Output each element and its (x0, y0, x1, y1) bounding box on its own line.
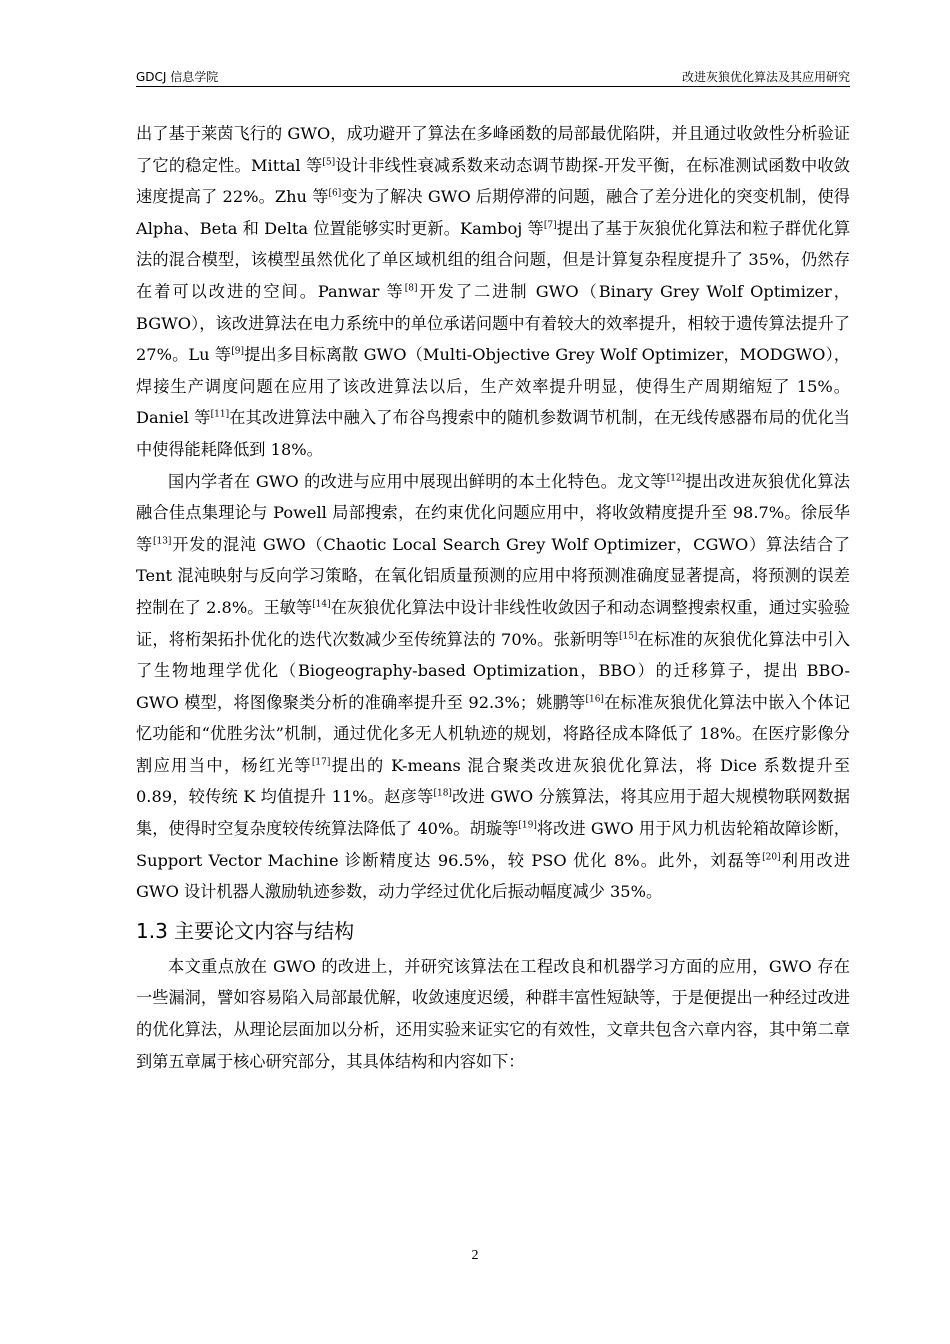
citation-ref: [12] (666, 473, 686, 484)
page-number: 2 (471, 1248, 479, 1263)
section-title: 主要论文内容与结构 (174, 918, 355, 943)
paragraph-thesis-structure: 本文重点放在 GWO 的改进上，并研究该算法在工程改良和机器学习方面的应用，GWO 存在一些漏洞，譬如容易陷入局部最优解，收敛速度迟缓，种群丰富性短缺等，于是便提出一种经过改进的优化算法，从理论层面加以分析，还用实验来证实它的有效性，文章共包含六章内容，其中第二章到第五章属于核心研究部分，其具体结构和内容如下： (136, 956, 850, 1071)
paragraph-domestic-research (136, 466, 850, 908)
citation-ref: [14] (312, 599, 331, 610)
citation-ref: [18] (433, 789, 452, 800)
running-header (136, 70, 850, 87)
header-thesis-title: 改进灰狼优化算法及其应用研究 (681, 70, 850, 84)
text-run: 提出多目标离散 GWO（Multi-Objective Grey Wolf Optimizer，MODGWO），焊接生产调度问题在应用了该改进算法以后，生产效率提升明显，使得生产周期缩短了 15%。Daniel 等 (136, 345, 850, 428)
text-run: 改进 GWO 分簇算法，将其应用于超大规模物联网数据集，使得时空复杂度较传统算法降低了 40%。胡璇等 (136, 787, 850, 839)
citation-ref: [8] (404, 283, 418, 294)
citation-ref: [19] (518, 820, 537, 831)
paragraph-foreign-research (136, 118, 850, 466)
citation-ref: [9] (231, 346, 244, 357)
text-run: 在灰狼优化算法中设计非线性收敛因子和动态调整搜索权重，通过实验验证，将桁架拓扑优化的迭代次数减少至传统算法的 70%。张新明等 (136, 597, 850, 649)
text-run: 出了基于莱茵飞行的 GWO，成功避开了算法在多峰函数的局部最优陷阱，并且通过收敛性分析验证了它的稳定性。Mittal 等 (136, 124, 850, 175)
text-run: 在标准的灰狼优化算法中引入了生物地理学优化（Biogeography-based Optimization，BBO）的迁移算子，提出 BBO-GWO 模型，将图像聚类分析的准确率提升至 92.3%；姚鹏等 (136, 629, 851, 712)
section-number: 1.3 (136, 918, 168, 943)
citation-ref: [20] (762, 852, 781, 863)
text-run: 提出了基于灰狼优化算法和粒子群优化算法的混合模型，该模型虽然优化了单区域机组的组合问题，但是计算复杂程度提升了 35%，仍然存在着可以改进的空间。Panwar 等 (136, 218, 851, 301)
text-run: 将改进 GWO 用于风力机齿轮箱故障诊断，Support Vector Machine 诊断精度达 96.5%，较 PSO 优化 8%。此外，刘磊等 (136, 819, 850, 870)
citation-ref: [17] (311, 757, 331, 768)
text-run: 利用改进 GWO 设计机器人激励轨迹参数，动力学经过优化后振动幅度减少 35%。 (136, 850, 851, 902)
text-run: 提出改进灰狼优化算法融合佳点集理论与 Powell 局部搜索，在约束优化问题应用中，将收敛精度提升至 98.7%。徐辰华等 (136, 471, 850, 554)
text-run: 开发的混沌 GWO（Chaotic Local Search Grey Wolf Optimizer，CGWO）算法结合了 Tent 混沌映射与反向学习策略，在氧化铝质量预测的应用中将预测准确度显著提高，将预测的误差控制在了 2.8%。王敏等 (136, 534, 850, 617)
citation-ref: [16] (585, 694, 604, 705)
citation-ref: [6] (328, 188, 342, 199)
text-run: 在标准灰狼优化算法中嵌入个体记忆功能和“优胜劣汰”机制，通过优化多无人机轨迹的规划，将路径成本降低了 18%。在医疗影像分割应用当中，杨红光等 (136, 692, 851, 775)
citation-ref: [13] (152, 536, 172, 547)
body-text (136, 118, 850, 1077)
text-run: 在其改进算法中融入了布谷鸟搜索中的随机参数调节机制，在无线传感器布局的优化当中使得能耗降低到 18%。 (136, 408, 850, 459)
citation-ref: [5] (322, 157, 336, 168)
text-run: 设计非线性衰减系数来动态调节勘探-开发平衡，在标准测试函数中收敛速度提高了 22%。Zhu 等 (136, 155, 850, 207)
citation-ref: [11] (210, 409, 230, 420)
citation-ref: [15] (618, 631, 638, 642)
text-run: 开发了二进制 GWO（Binary Grey Wolf Optimizer，BGWO），该改进算法在电力系统中的单位承诺问题中有着较大的效率提升，相较于遗传算法提升了 27%。Lu 等 (136, 281, 850, 365)
text-run: 变为了解决 GWO 后期停滞的问题，融合了差分进化的突变机制，使得 Alpha、Beta 和 Delta 位置能够实时更新。Kamboj 等 (136, 187, 850, 238)
text-run: 提出的 K-means 混合聚类改进灰狼优化算法，将 Dice 系数提升至 0.89，较传统 K 均值提升 11%。赵彦等 (136, 755, 850, 807)
text-run: 国内学者在 GWO 的改进与应用中展现出鲜明的本土化特色。龙文等 (168, 471, 667, 491)
header-institution: GDCJ 信息学院 (136, 70, 219, 84)
citation-ref: [7] (543, 220, 557, 231)
section-heading (136, 913, 850, 949)
